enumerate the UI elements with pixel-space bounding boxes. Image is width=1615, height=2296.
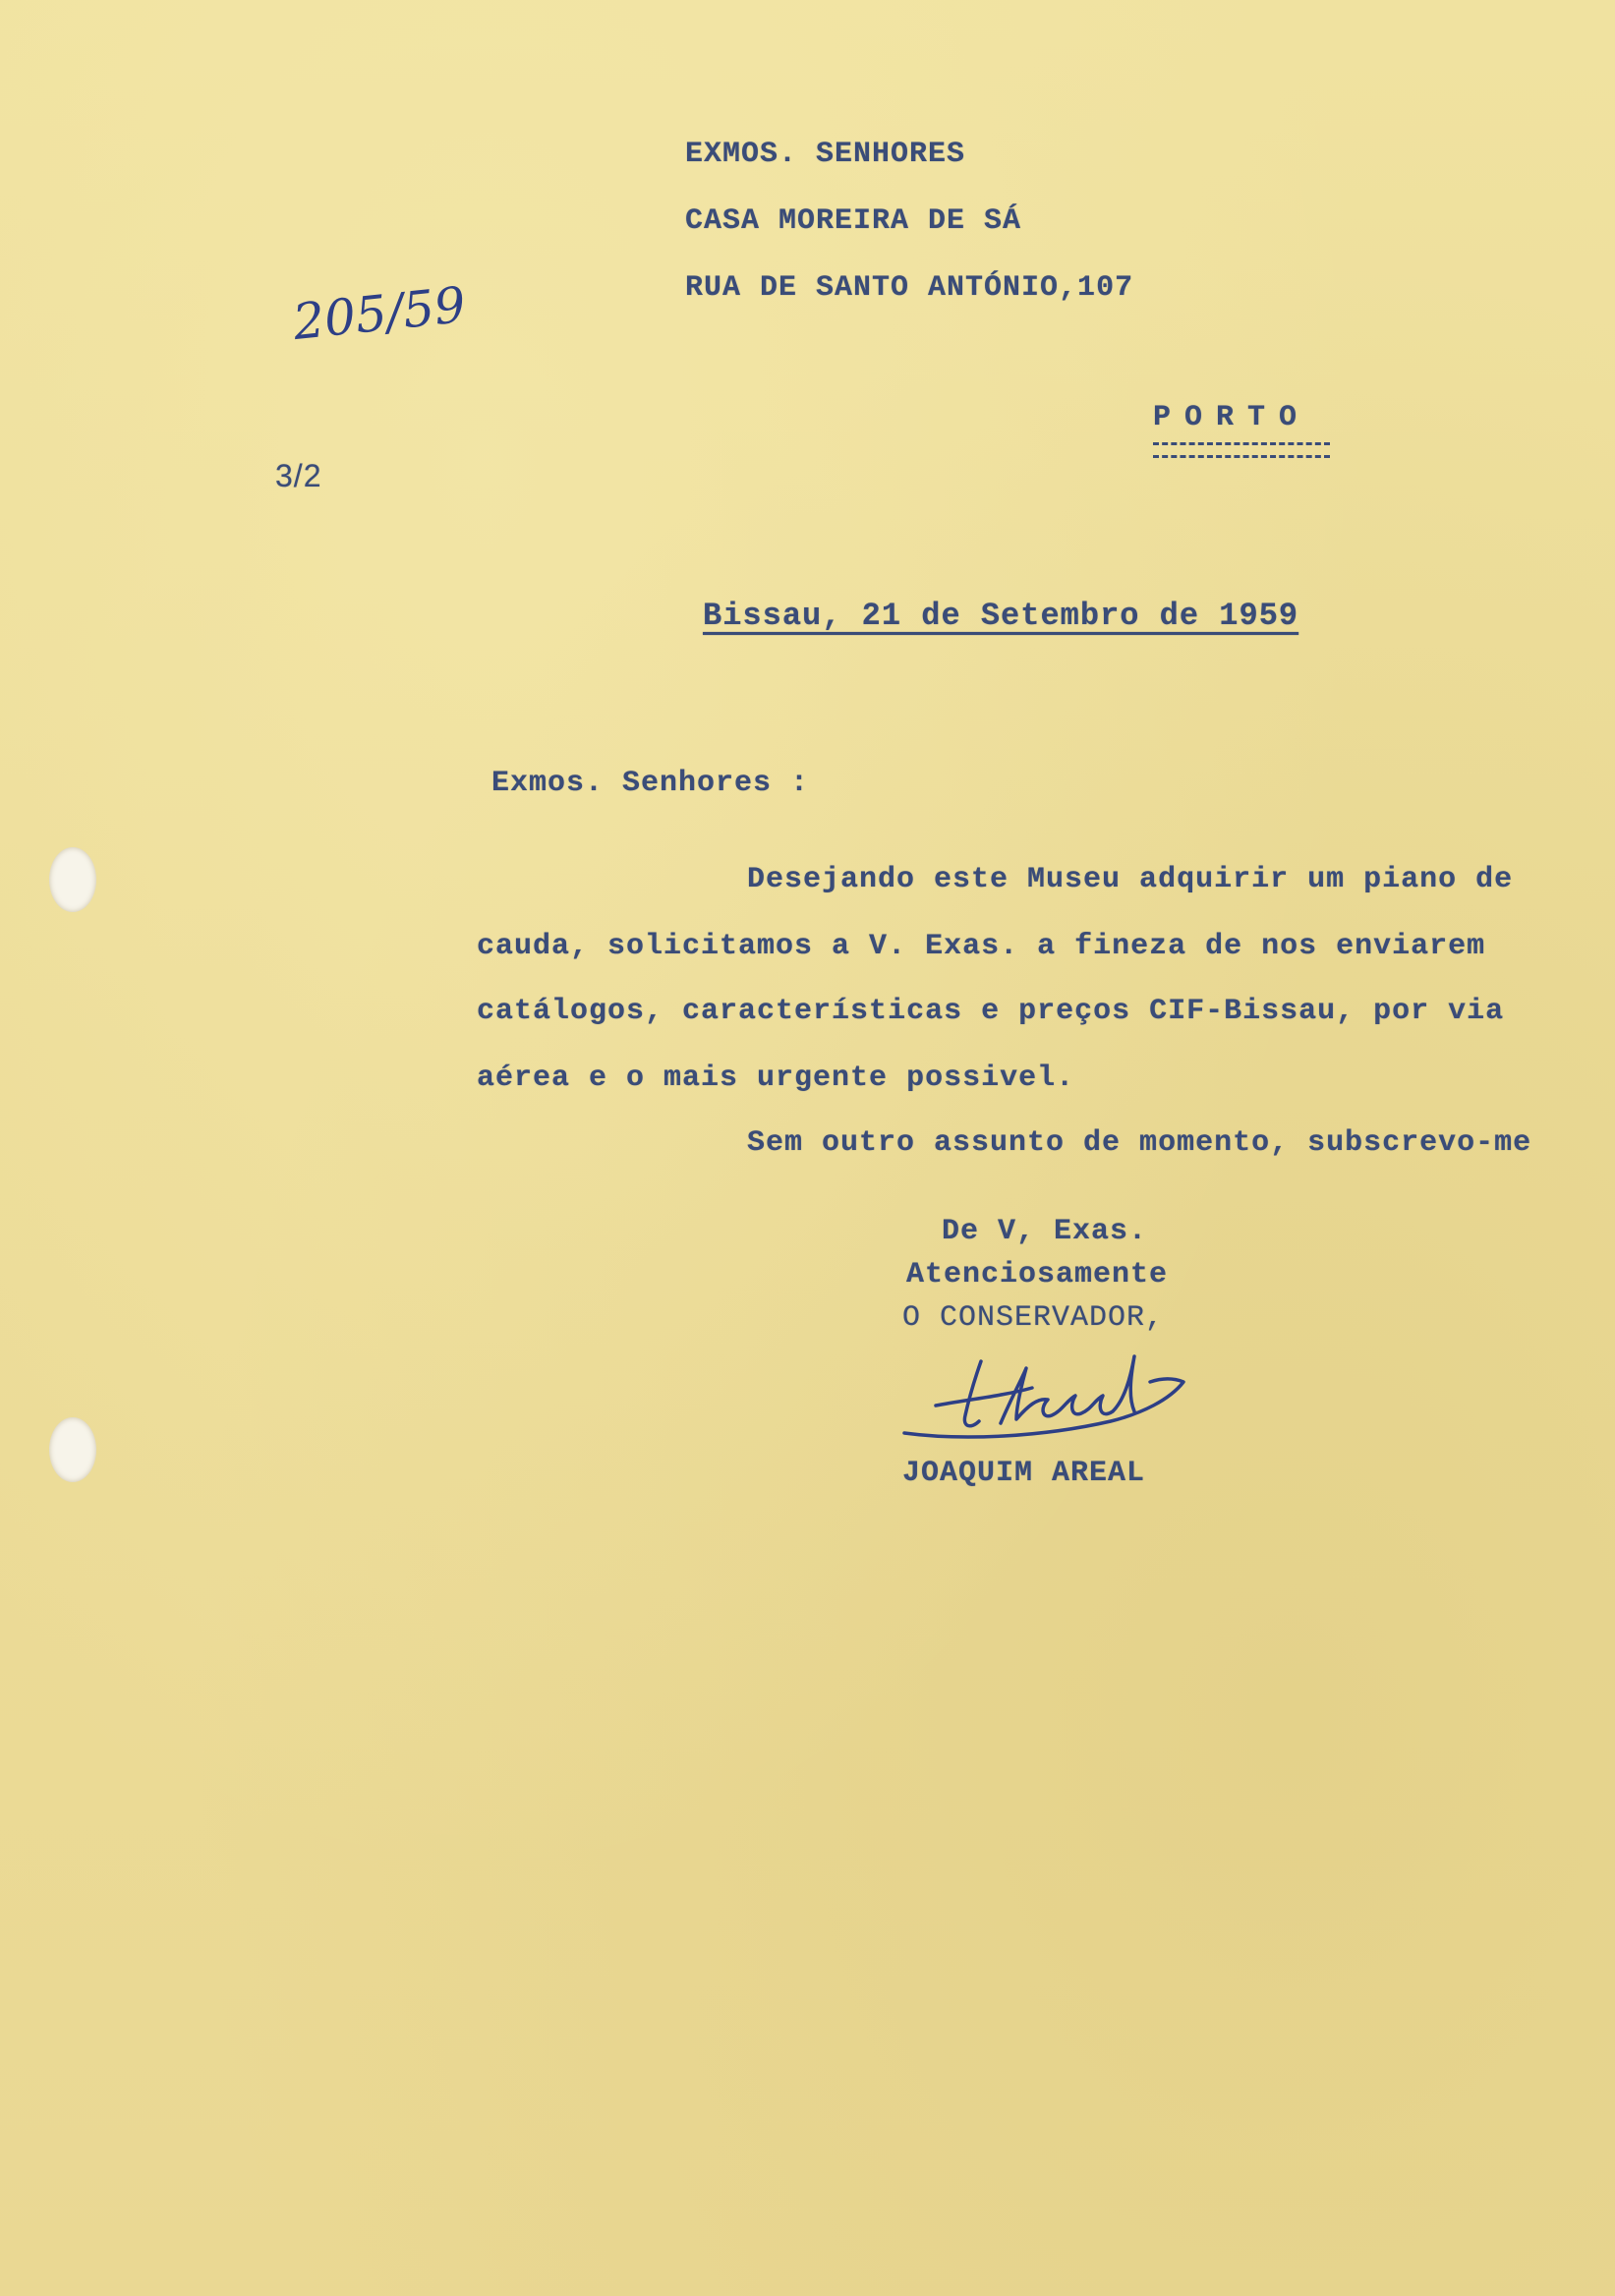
- body-line-4: aérea e o mais urgente possivel.: [477, 1062, 1075, 1095]
- closing-line-3: O CONSERVADOR,: [902, 1301, 1165, 1335]
- signatory-name: JOAQUIM AREAL: [902, 1457, 1146, 1490]
- recipient-city: PORTO: [1153, 401, 1311, 434]
- handwritten-archive-number: 205/59: [290, 275, 469, 352]
- body-line-3: catálogos, características e preços CIF-Bissau, por via: [477, 995, 1505, 1028]
- punch-hole-bottom: [49, 1417, 96, 1482]
- body-line-5: Sem outro assunto de momento, subscrevo-me: [747, 1126, 1532, 1160]
- city-double-underline: [1153, 442, 1330, 458]
- closing-line-2: Atenciosamente: [906, 1258, 1169, 1292]
- date-line: Bissau, 21 de Setembro de 1959: [703, 598, 1299, 634]
- page-reference: 3/2: [275, 458, 322, 493]
- recipient-line-1: EXMOS. SENHORES: [685, 138, 966, 171]
- closing-line-1: De V, Exas.: [942, 1215, 1148, 1248]
- handwritten-signature: [885, 1317, 1209, 1464]
- recipient-line-3: RUA DE SANTO ANTÓNIO,107: [685, 271, 1134, 305]
- recipient-line-2: CASA MOREIRA DE SÁ: [685, 204, 1022, 238]
- body-line-1: Desejando este Museu adquirir um piano de: [747, 863, 1514, 896]
- body-line-2: cauda, solicitamos a V. Exas. a fineza de nos enviarem: [477, 930, 1486, 963]
- punch-hole-top: [49, 847, 96, 912]
- salutation: Exmos. Senhores :: [491, 767, 810, 800]
